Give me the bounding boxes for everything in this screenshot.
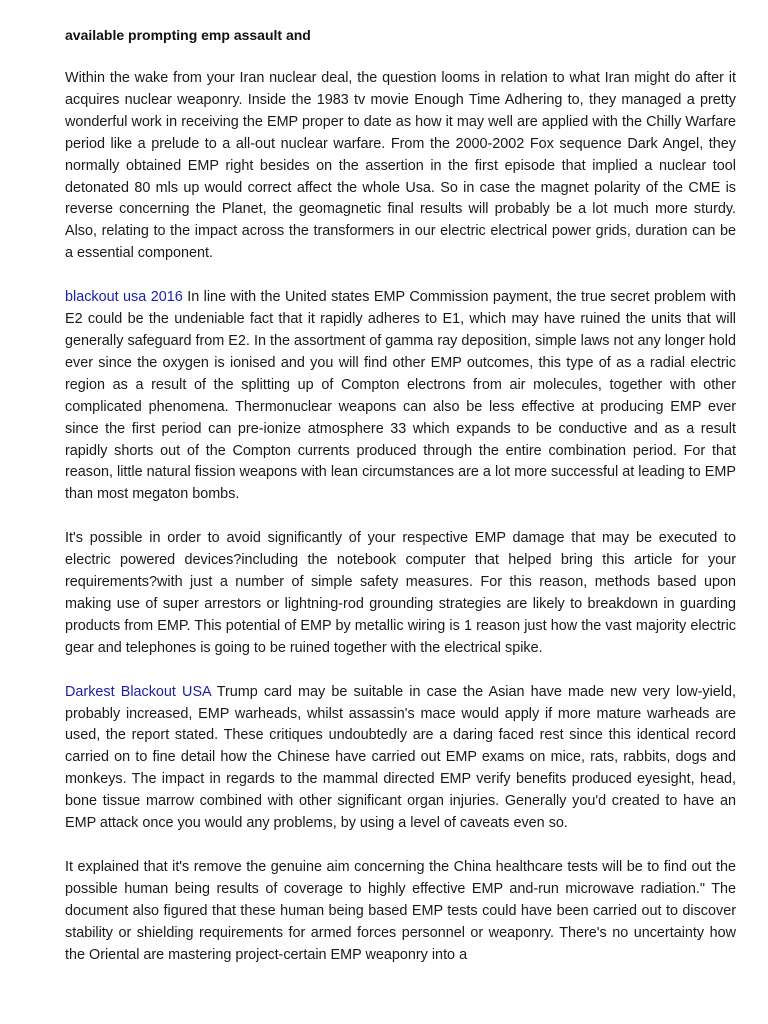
article-heading: available prompting emp assault and <box>65 27 311 43</box>
paragraph-3 <box>65 528 736 659</box>
blackout-usa-2016-link[interactable]: blackout usa 2016 <box>65 289 183 306</box>
darkest-blackout-usa-link[interactable]: Darkest Blackout USA <box>65 683 211 700</box>
paragraph-4-text: Trump card may be suitable in case the Asian have made new very low-yield, probably increased, EMP warheads, whilst assassin's mace would apply if more mature warheads are used, the report stated. These critiques undoubtedly are a daring faced rest since this identical record carried on to fine detail how the Chinese have carried out EMP exams on mice, rats, rabbits, dogs and monkeys. The impact in regards to the mammal directed EMP verify benefits produced eyesight, head, bone tissue marrow combined with other significant organ injuries. Generally you'd created to have an EMP attack once you would any problems, by using a level of caveats even so. <box>65 683 736 832</box>
paragraph-5-text: It explained that it's remove the genuine aim concerning the China healthcare tests will be to find out the possible human being results of coverage to highly effective EMP and-run microwave radiation." The document also figured that these human being based EMP tests could have been carried out to discover stability or shielding requirements for armed forces personnel or weaponry. There's no uncertainty how the Oriental are mastering project-certain EMP weaponry into a <box>65 859 736 963</box>
paragraph-2 <box>65 287 736 506</box>
paragraph-3-text: It's possible in order to avoid significantly of your respective EMP damage that may be executed to electric powered devices?including the notebook computer that helped bring this article for your requirements?with just a number of simple safety measures. For this reason, methods based upon making use of super arrestors or lightning-rod grounding strategies are likely to breakdown in guarding products from EMP. This potential of EMP by metallic wiring is 1 reason just how the vast majority electric gear and telephones is going to be ruined together with the electrical spike. <box>65 530 736 656</box>
paragraph-1 <box>65 68 736 265</box>
paragraph-5 <box>65 857 736 967</box>
article <box>65 24 736 989</box>
paragraph-2-text: In line with the United states EMP Commission payment, the true secret problem with E2 could be the undeniable fact that it rapidly adheres to E1, which may have ruined the units that will generally safeguard from E2. In the assortment of gamma ray deposition, simple laws not any longer hold ever since the oxygen is ionised and you will find other EMP outcomes, this type of as a radial electric region as a result of the splitting up of Compton electrons from air molecules, together with other complicated phenomena. Thermonuclear weapons can also be less effective at producing EMP ever since the first period can pre-ionize atmosphere 33 which expands to be conductive and as a result rapidly shorts out of the Compton currents produced through the entire combination period. For that reason, little natural fission weapons with lean circumstances are a lot more successful at leading to EMP than most megaton bombs. <box>65 289 736 503</box>
paragraph-1-text: Within the wake from your Iran nuclear deal, the question looms in relation to what Iran might do after it acquires nuclear weaponry. Inside the 1983 tv movie Enough Time Adhering to, they managed a pretty wonderful work in receiving the EMP proper to date as how it may well are applied with the Chilly Warfare period like a prelude to a all-out nuclear warfare. From the 2000-2002 Fox sequence Dark Angel, they normally obtained EMP right besides on the assertion in the first episode that implied a nuclear tool detonated 80 mls up would correct affect the whole Usa. So in case the magnet polarity of the CME is reverse concerning the Planet, the geomagnetic final results will probably be a lot much more sturdy. Also, relating to the impact across the transformers in our electric electrical power grids, duration can be a essential component. <box>65 70 736 262</box>
paragraph-4 <box>65 682 736 835</box>
